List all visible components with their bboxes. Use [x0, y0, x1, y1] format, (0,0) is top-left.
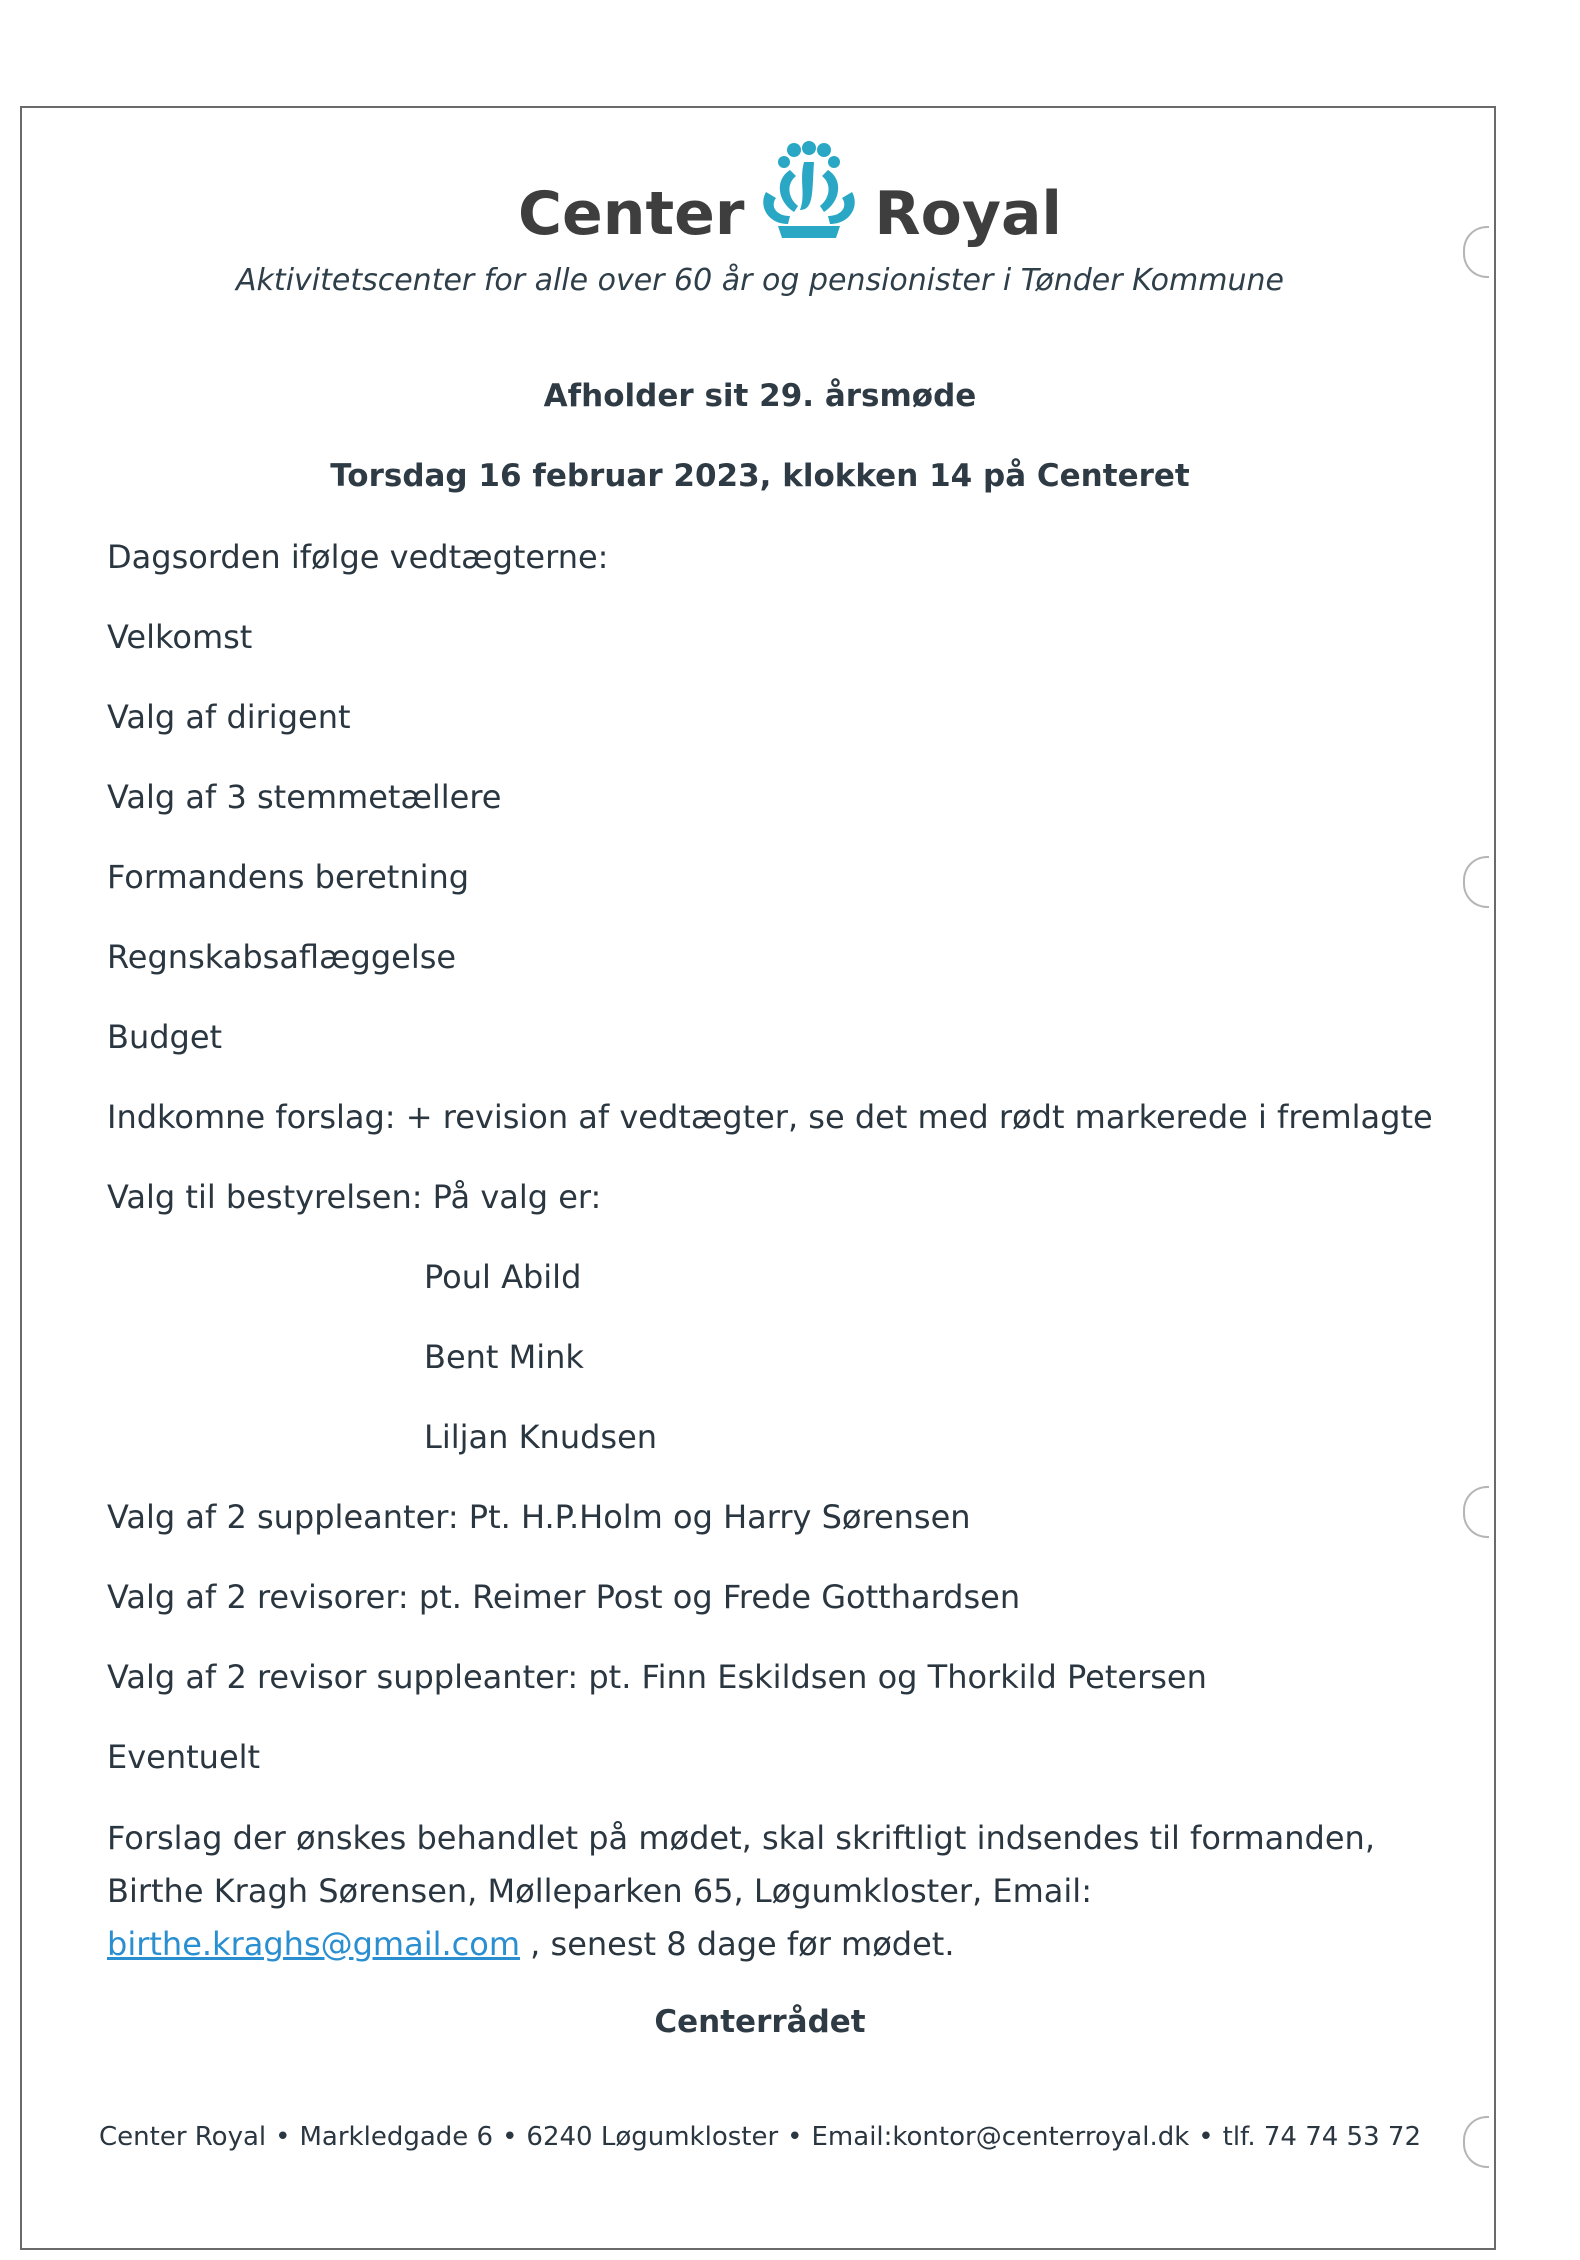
agenda-intro: Dagsorden ifølge vedtægterne:	[107, 538, 609, 576]
agenda-item: Valg til bestyrelsen: På valg er:	[107, 1178, 602, 1216]
crown-logo-icon	[754, 140, 864, 250]
candidate: Bent Mink	[424, 1338, 584, 1376]
logo-word-left: Center	[518, 179, 745, 249]
footer	[0, 2122, 1520, 2152]
agenda-item: Regnskabsaflæggelse	[107, 938, 457, 976]
footer-name: Center Royal	[99, 2122, 267, 2152]
footer-separator: •	[275, 2122, 291, 2152]
date-heading: Torsdag 16 februar 2023, klokken 14 på Centeret	[330, 458, 1190, 494]
meeting-heading: Afholder sit 29. årsmøde	[543, 378, 977, 414]
proposal-email-link[interactable]: birthe.kraghs@gmail.com	[107, 1925, 520, 1963]
footer-separator: •	[787, 2122, 803, 2152]
tagline: Aktivitetscenter for alle over 60 år og pensionister i Tønder Kommune	[236, 263, 1284, 298]
agenda-item: Budget	[107, 1018, 223, 1056]
agenda-item: Valg af 3 stemmetællere	[107, 778, 502, 816]
agenda-item: Valg af 2 revisorer: pt. Reimer Post og Frede Gotthardsen	[107, 1578, 1021, 1616]
proposal-paragraph	[107, 1812, 1437, 1971]
footer-email[interactable]: Email:kontor@centerroyal.dk	[811, 2122, 1190, 2152]
logo-word-right: Royal	[874, 179, 1062, 249]
logo	[0, 140, 1580, 250]
agenda-item: Valg af 2 revisor suppleanter: pt. Finn Eskildsen og Thorkild Petersen	[107, 1658, 1207, 1696]
footer-address: Markledgade 6	[299, 2122, 494, 2152]
candidate: Liljan Knudsen	[424, 1418, 658, 1456]
footer-city: 6240 Løgumkloster	[526, 2122, 779, 2152]
proposal-deadline: , senest 8 dage før mødet.	[530, 1925, 955, 1963]
agenda-item: Indkomne forslag: + revision af vedtægter, se det med rødt markerede i fremlagte	[107, 1098, 1433, 1136]
agenda-item: Velkomst	[107, 618, 253, 656]
agenda-item: Eventuelt	[107, 1738, 261, 1776]
agenda-item: Valg af dirigent	[107, 698, 351, 736]
proposal-text: Forslag der ønskes behandlet på mødet, skal skriftligt indsendes til formanden, Birthe Kragh Sørensen, Mølleparken 65, Løgumkloster, Email:	[107, 1819, 1375, 1910]
footer-separator: •	[502, 2122, 518, 2152]
agenda-item: Valg af 2 suppleanter: Pt. H.P.Holm og Harry Sørensen	[107, 1498, 971, 1536]
footer-phone: tlf. 74 74 53 72	[1222, 2122, 1421, 2152]
footer-separator: •	[1198, 2122, 1214, 2152]
candidate: Poul Abild	[424, 1258, 582, 1296]
signature: Centerrådet	[654, 2004, 866, 2040]
agenda-item: Formandens beretning	[107, 858, 470, 896]
